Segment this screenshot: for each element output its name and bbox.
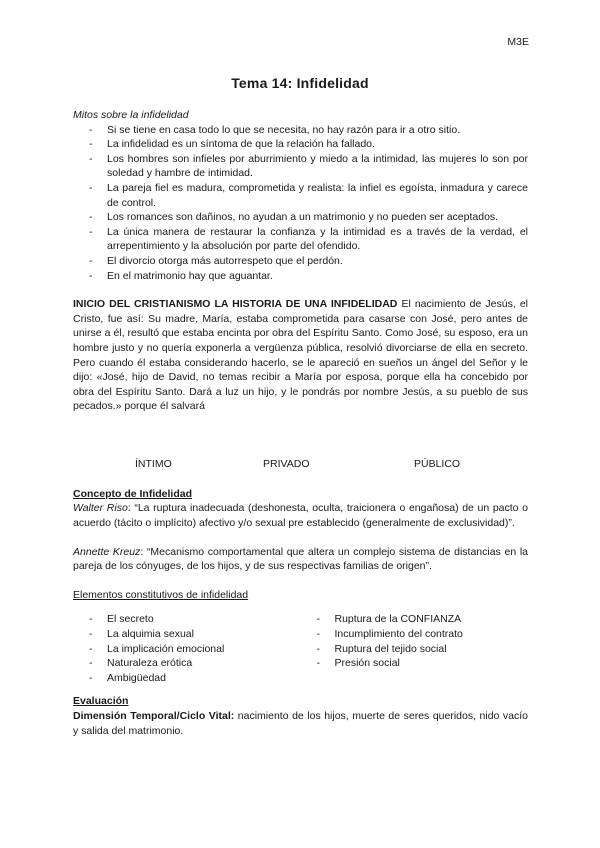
list-item: - Ambigüedad	[73, 671, 301, 686]
evaluation-paragraph	[73, 709, 528, 738]
evaluation-label: Dimensión Temporal/Ciclo Vital:	[73, 710, 235, 722]
riso-author: Walter Riso	[73, 502, 128, 515]
myths-list	[73, 123, 528, 284]
spectrum-intimate: ÍNTIMO	[135, 457, 172, 470]
page-title: Tema 14: Infidelidad	[231, 75, 369, 91]
evaluation-heading: Evaluación	[73, 695, 129, 708]
kreuz-author: Annette Kreuz	[73, 545, 141, 558]
riso-text: : “La ruptura inadecuada (deshonesta, oculta, traicionera o engañosa) de un pacto o acuerdo (tácito o implícito) afectivo y/o sexual pre establecido (generalmente de exclusividad)”.	[73, 502, 528, 530]
kreuz-definition	[73, 545, 528, 574]
christianity-heading: INICIO DEL CRISTIANISMO LA HISTORIA DE UNA INFIDELIDAD	[73, 298, 398, 311]
list-item: - La alquimia sexual	[73, 627, 301, 642]
spectrum-public: PÚBLICO	[414, 457, 461, 470]
list-item: - Presión social	[301, 656, 529, 671]
document-code: M3E	[507, 36, 529, 48]
kreuz-text: : “Mecanismo comportamental que altera un complejo sistema de distancias en la pareja de los cónyuges, de los hijos, y de sus respectivas familias de origen”.	[73, 545, 529, 573]
elements-columns	[73, 612, 528, 685]
list-item: - En el matrimonio hay que aguantar.	[73, 269, 528, 284]
list-item: - La pareja fiel es madura, comprometida y realista: la infiel es egoísta, inmadura y carece de control.	[73, 181, 528, 210]
list-item: - Los hombres son infieles por aburrimiento y miedo a la intimidad, las mujeres lo son por soledad y hambre de intimidad.	[73, 152, 528, 181]
list-item: - El secreto	[73, 612, 301, 627]
list-item: - La infidelidad es un síntoma de que la relación ha fallado.	[73, 137, 528, 152]
list-item: - La implicación emocional	[73, 642, 301, 657]
list-item: - Los romances son dañinos, no ayudan a un matrimonio y no pueden ser aceptados.	[73, 210, 528, 225]
elements-heading: Elementos constitutivos de infidelidad	[73, 588, 249, 601]
elements-left-list	[73, 612, 301, 685]
riso-definition	[73, 501, 528, 530]
concept-heading: Concepto de Infidelidad	[73, 487, 193, 500]
list-item: - El divorcio otorga más autorrespeto que el perdón.	[73, 254, 528, 269]
document-body	[73, 108, 528, 738]
elements-right-list	[301, 612, 529, 685]
list-item: - Ruptura de la CONFIANZA	[301, 612, 529, 627]
list-item: - Naturaleza erótica	[73, 656, 301, 671]
myths-heading: Mitos sobre la infidelidad	[73, 109, 189, 121]
christianity-text: El nacimiento de Jesús, el Cristo, fue así: Su madre, María, estaba comprometida para casarse con José, pero antes de unirse a él, resultó que estaba encinta por obra del Espíritu Santo. Como José, su esposo, era un hombre justo y no quería exponerla a vergüenza pública, resolvió divorciarse de ella en secreto. Pero cuando él estaba considerando hacerlo, se le apareció en sueños un ángel del Señor y le dijo: «José, hijo de David, no temas recibir a María por esposa, porque ella ha concebido por obra del Espíritu Santo. Dará a luz un hijo, y le pondrás por nombre Jesús, a su pueblo de sus pecados.» porque él salvará	[73, 298, 528, 413]
list-item: - Si se tiene en casa todo lo que se necesita, no hay razón para ir a otro sitio.	[73, 123, 528, 138]
christianity-paragraph	[73, 297, 528, 414]
evaluation-text: nacimiento de los hijos, muerte de seres queridos, nido vacío y salida del matrimonio.	[73, 710, 528, 737]
list-item: - Incumplimiento del contrato	[301, 627, 529, 642]
list-item: - Ruptura del tejido social	[301, 642, 529, 657]
spectrum-private: PRIVADO	[263, 457, 310, 470]
list-item: - La única manera de restaurar la confianza y la intimidad es a través de la verdad, el arrepentimiento y la absolución por parte del ofendido.	[73, 225, 528, 254]
intimacy-spectrum	[73, 457, 528, 471]
